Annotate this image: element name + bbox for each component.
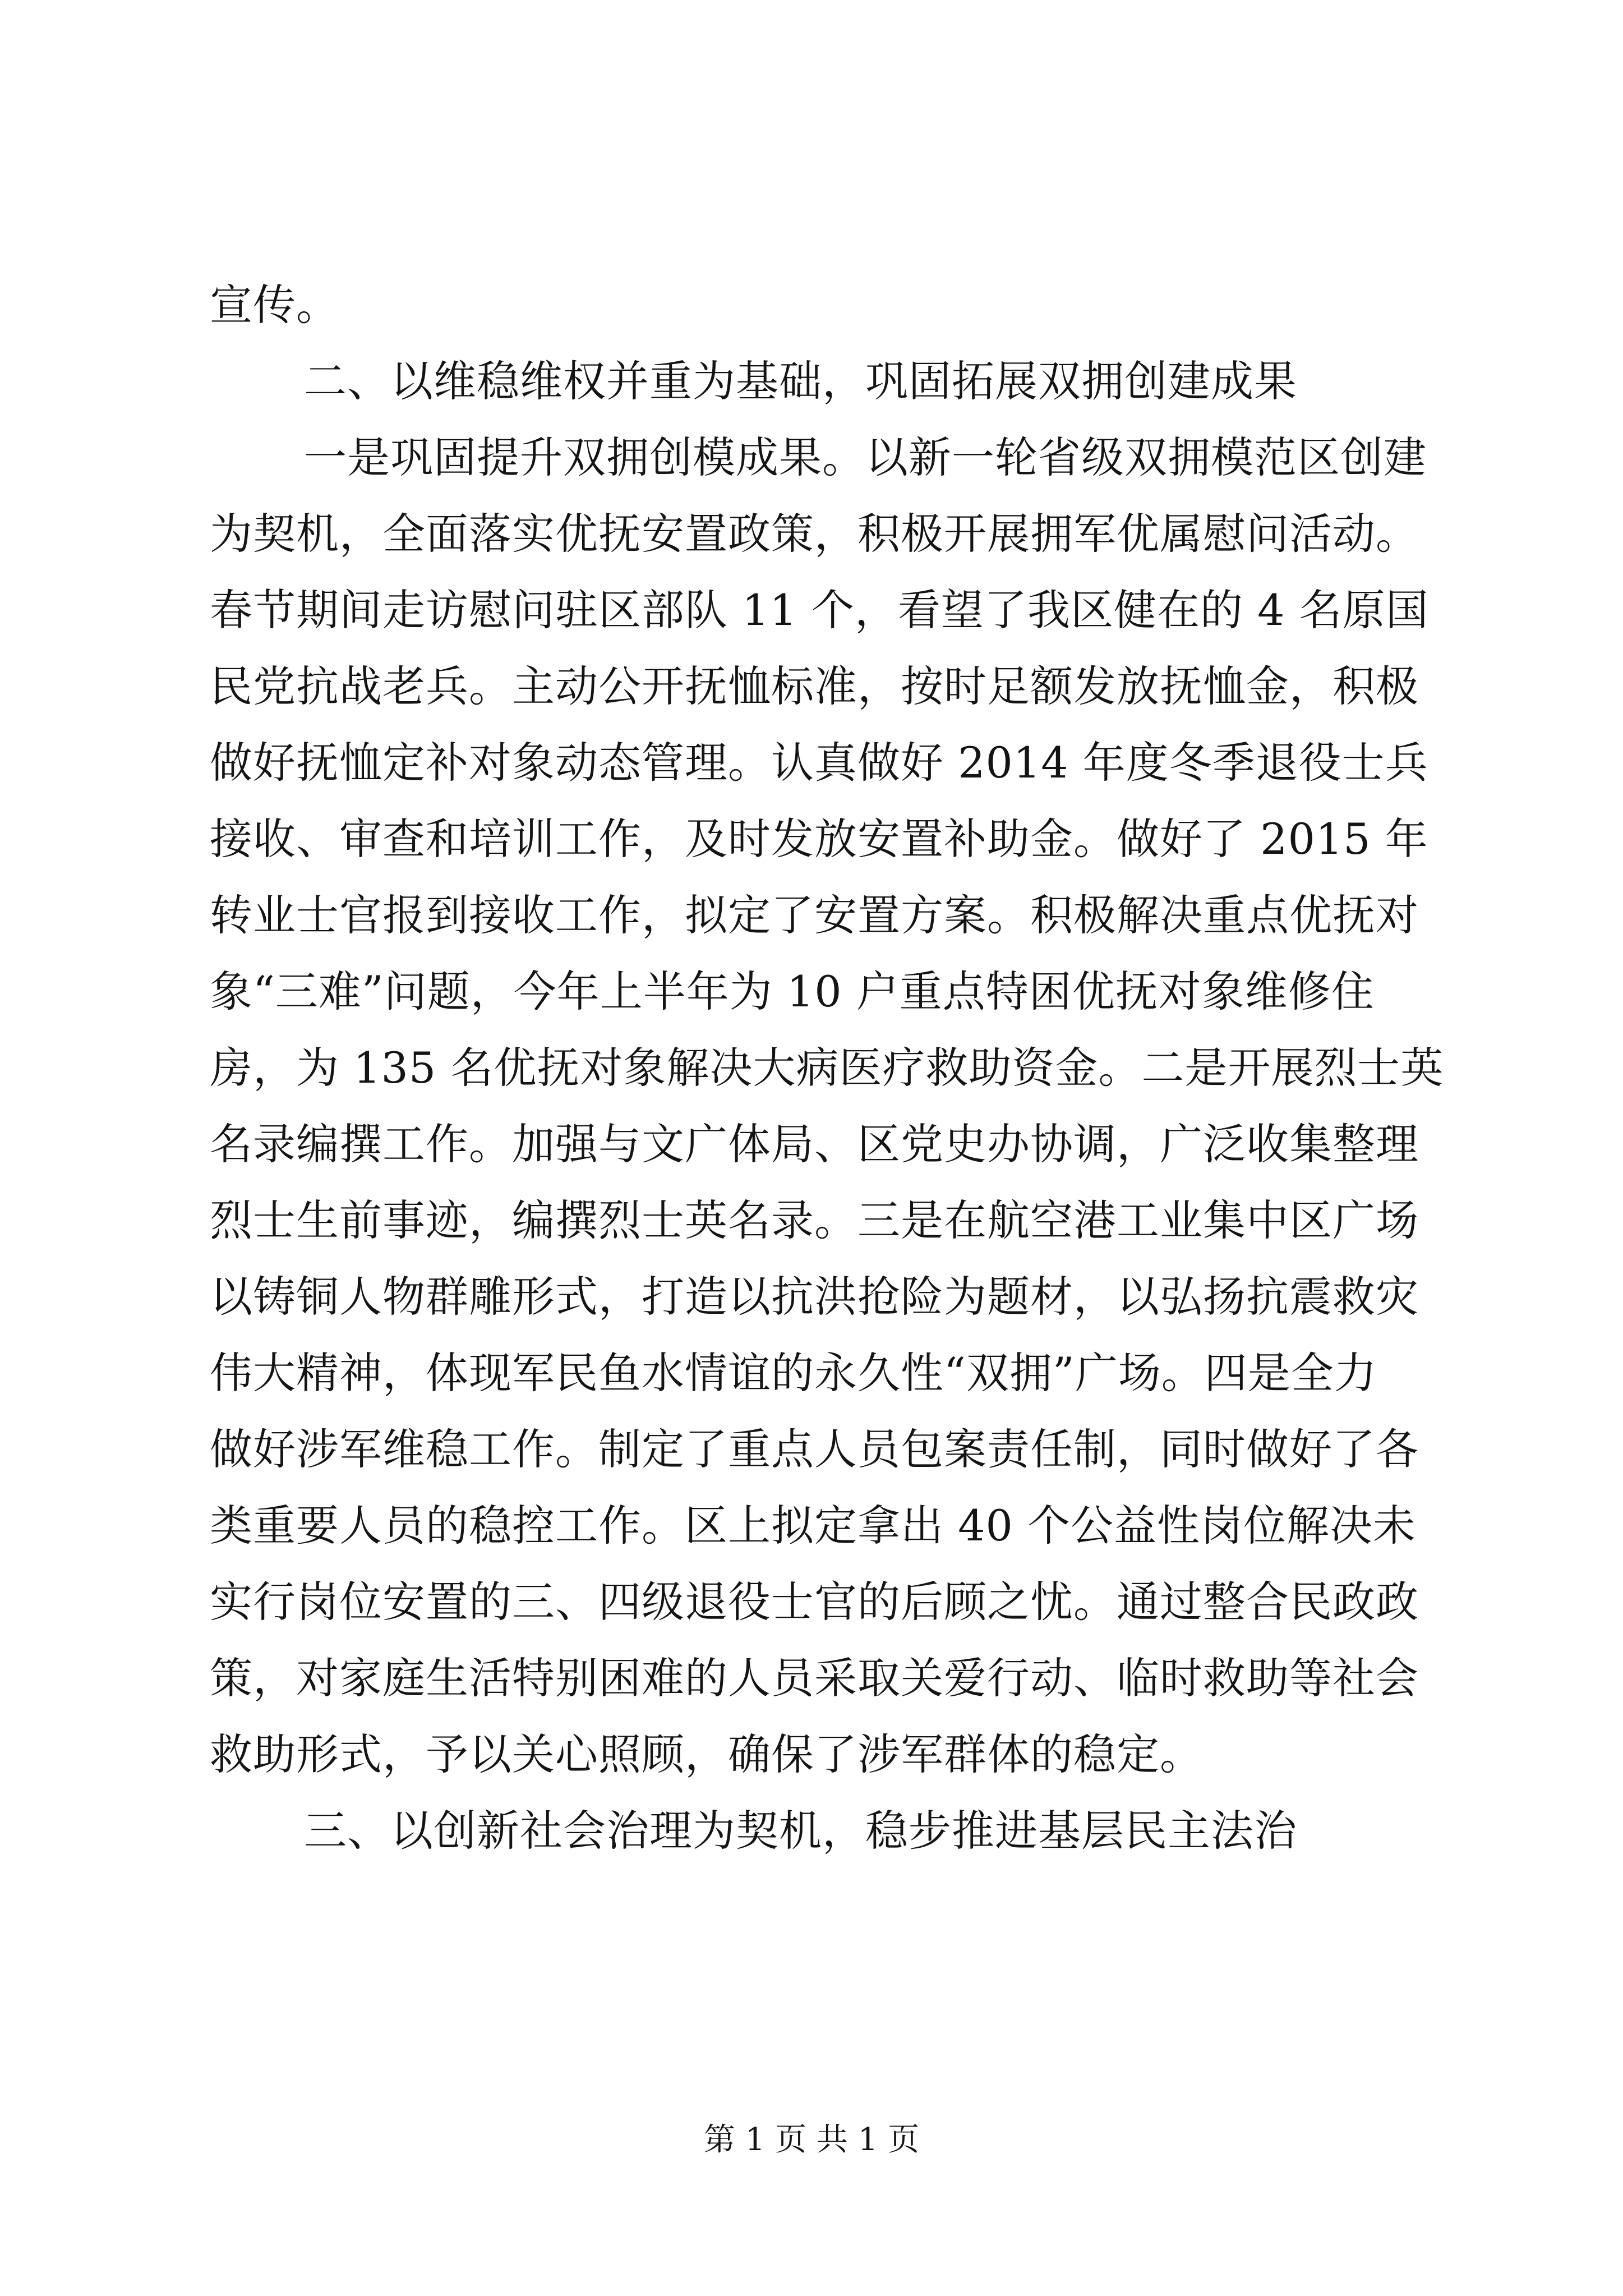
- text-line: 为契机，全面落实优抚安置政策，积极开展拥军优属慰问活动。: [210, 509, 1419, 559]
- paragraph-first-line: 一是巩固提升双拥创模成果。以新一轮省级双拥模范区创建: [304, 432, 1427, 482]
- text-line: 宣传。: [210, 280, 339, 330]
- text-line: 类重要人员的稳控工作。区上拟定拿出 40 个公益性岗位解决未: [210, 1501, 1417, 1550]
- text-line: 民党抗战老兵。主动公开抚恤标准，按时足额发放抚恤金，积极: [210, 661, 1419, 711]
- text-line: 以铸铜人物群雕形式，打造以抗洪抢险为题材，以弘扬抗震救灾: [210, 1272, 1419, 1322]
- page-footer: [0, 2118, 1623, 2162]
- text-line: 名录编撰工作。加强与文广体局、区党史办协调，广泛收集整理: [210, 1119, 1419, 1169]
- section-heading-3: 三、以创新社会治理为契机，稳步推进基层民主法治: [304, 1806, 1297, 1856]
- text-line: 房，为 135 名优抚对象解决大病医疗救助资金。二是开展烈士英: [210, 1043, 1444, 1093]
- text-line: 春节期间走访慰问驻区部队 11 个，看望了我区健在的 4 名原国: [210, 585, 1429, 635]
- text-line: 烈士生前事迹，编撰烈士英名录。三是在航空港工业集中区广场: [210, 1195, 1419, 1245]
- text-line: 做好涉军维稳工作。制定了重点人员包案责任制，同时做好了各: [210, 1424, 1419, 1474]
- document-body: [210, 267, 1444, 1869]
- section-heading-2: 二、以维稳维权并重为基础，巩固拓展双拥创建成果: [304, 356, 1297, 406]
- text-line: 接收、审查和培训工作，及时发放安置补助金。做好了 2015 年: [210, 814, 1428, 864]
- text-line: 策，对家庭生活特别困难的人员采取关爱行动、临时救助等社会: [210, 1653, 1419, 1703]
- page-number-label: 第 1 页 共 1 页: [703, 2122, 920, 2158]
- text-line: 转业士官报到接收工作，拟定了安置方案。积极解决重点优抚对: [210, 890, 1419, 940]
- text-line: 实行岗位安置的三、四级退役士官的后顾之忧。通过整合民政政: [210, 1577, 1419, 1627]
- text-line: 伟大精神，体现军民鱼水情谊的永久性“双拥”广场。四是全力: [210, 1348, 1377, 1398]
- text-line: 象“三难”问题，今年上半年为 10 户重点特困优抚对象维修住: [210, 967, 1375, 1016]
- text-line: 做好抚恤定补对象动态管理。认真做好 2014 年度冬季退役士兵: [210, 738, 1428, 788]
- text-line: 救助形式，予以关心照顾，确保了涉军群体的稳定。: [210, 1729, 1203, 1779]
